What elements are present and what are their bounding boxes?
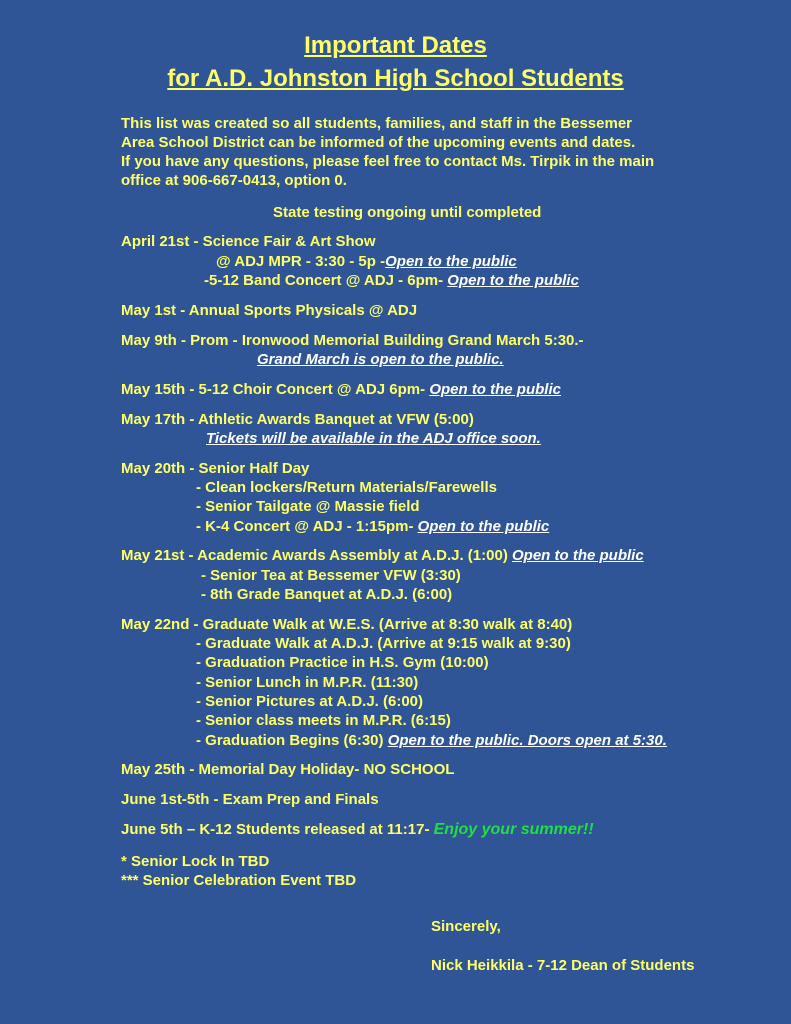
event-apr21-band-text: -5-12 Band Concert @ ADJ - 6pm- [204, 272, 448, 289]
closing-sincerely: Sincerely, [431, 918, 501, 935]
open-public-link: Open to the public [385, 253, 517, 270]
event-may15-text: May 15th - 5-12 Choir Concert @ ADJ 6pm- [121, 381, 430, 398]
intro-line: If you have any questions, please feel free to contact Ms. Tirpik in the main [121, 153, 655, 170]
page-title-line2: for A.D. Johnston High School Students [167, 65, 624, 92]
closing-signature: Nick Heikkila - 7-12 Dean of Students [431, 957, 695, 974]
note-senior-lock-in: * Senior Lock In TBD [121, 853, 270, 870]
event-may21-text: May 21st - Academic Awards Assembly at A.D.J. (1:00) [121, 547, 512, 564]
event-may20-item: - Clean lockers/Return Materials/Farewells [196, 479, 497, 496]
tickets-note: Tickets will be available in the ADJ office soon. [206, 430, 541, 447]
event-apr21-band [204, 271, 579, 290]
event-jun5-text: June 5th – K-12 Students released at 11:17- [121, 821, 434, 838]
event-may22-title: May 22nd - Graduate Walk at W.E.S. (Arrive at 8:30 walk at 8:40) [121, 616, 573, 633]
intro-line: This list was created so all students, families, and staff in the Bessemer [121, 115, 633, 132]
event-may21-title [121, 546, 644, 565]
event-apr21-title: April 21st - Science Fair & Art Show [121, 233, 376, 250]
event-jun1: June 1st-5th - Exam Prep and Finals [121, 791, 379, 808]
event-may17-title: May 17th - Athletic Awards Banquet at VFW (5:00) [121, 411, 474, 428]
open-public-link: Open to the public [417, 518, 550, 535]
event-jun5 [121, 820, 594, 839]
event-may20-title: May 20th - Senior Half Day [121, 460, 310, 477]
event-may15 [121, 380, 561, 399]
state-testing-note: State testing ongoing until completed [273, 204, 542, 221]
event-apr21-detail [216, 252, 517, 271]
event-may22-item: - Senior Lunch in M.P.R. (11:30) [196, 674, 419, 691]
open-public-link: Grand March is open to the public. [257, 351, 504, 368]
event-may22-item: - Senior Pictures at A.D.J. (6:00) [196, 693, 424, 710]
open-public-link: Open to the public. Doors open at 5:30. [387, 732, 667, 749]
enjoy-summer-text: Enjoy your summer!! [433, 821, 594, 838]
note-senior-celebration: *** Senior Celebration Event TBD [121, 872, 357, 889]
event-may25: May 25th - Memorial Day Holiday- NO SCHOOL [121, 761, 455, 778]
event-may9-title: May 9th - Prom - Ironwood Memorial Building Grand March 5:30.- [121, 332, 584, 349]
event-may1: May 1st - Annual Sports Physicals @ ADJ [121, 302, 418, 319]
event-may22-item: - Graduate Walk at A.D.J. (Arrive at 9:15 walk at 9:30) [196, 635, 571, 652]
event-may22-graduation: - Graduation Begins (6:30) [196, 732, 388, 749]
event-may17-note [206, 429, 541, 448]
intro-paragraph [121, 114, 741, 190]
open-public-link: Open to the public [447, 272, 579, 289]
event-may21-item: - 8th Grade Banquet at A.D.J. (6:00) [201, 586, 453, 603]
event-may22-item: - Graduation Practice in H.S. Gym (10:00) [196, 654, 489, 671]
intro-line: office at 906-667-0413, option 0. [121, 172, 347, 189]
event-may20-item: - Senior Tailgate @ Massie field [196, 498, 420, 515]
event-may21-item: - Senior Tea at Bessemer VFW (3:30) [201, 567, 461, 584]
event-may20-concert: - K-4 Concert @ ADJ - 1:15pm- [196, 518, 418, 535]
event-apr21-location: @ ADJ MPR - 3:30 - 5p - [216, 253, 386, 270]
page-title-line1: Important Dates [304, 32, 487, 59]
event-may22-item: - Senior class meets in M.P.R. (6:15) [196, 712, 451, 729]
event-may9-note [257, 350, 504, 369]
intro-line: Area School District can be informed of the upcoming events and dates. [121, 134, 636, 151]
open-public-link: Open to the public [512, 547, 644, 564]
event-may20-item [196, 517, 549, 536]
event-may22-item [196, 731, 667, 750]
open-public-link: Open to the public [429, 381, 561, 398]
